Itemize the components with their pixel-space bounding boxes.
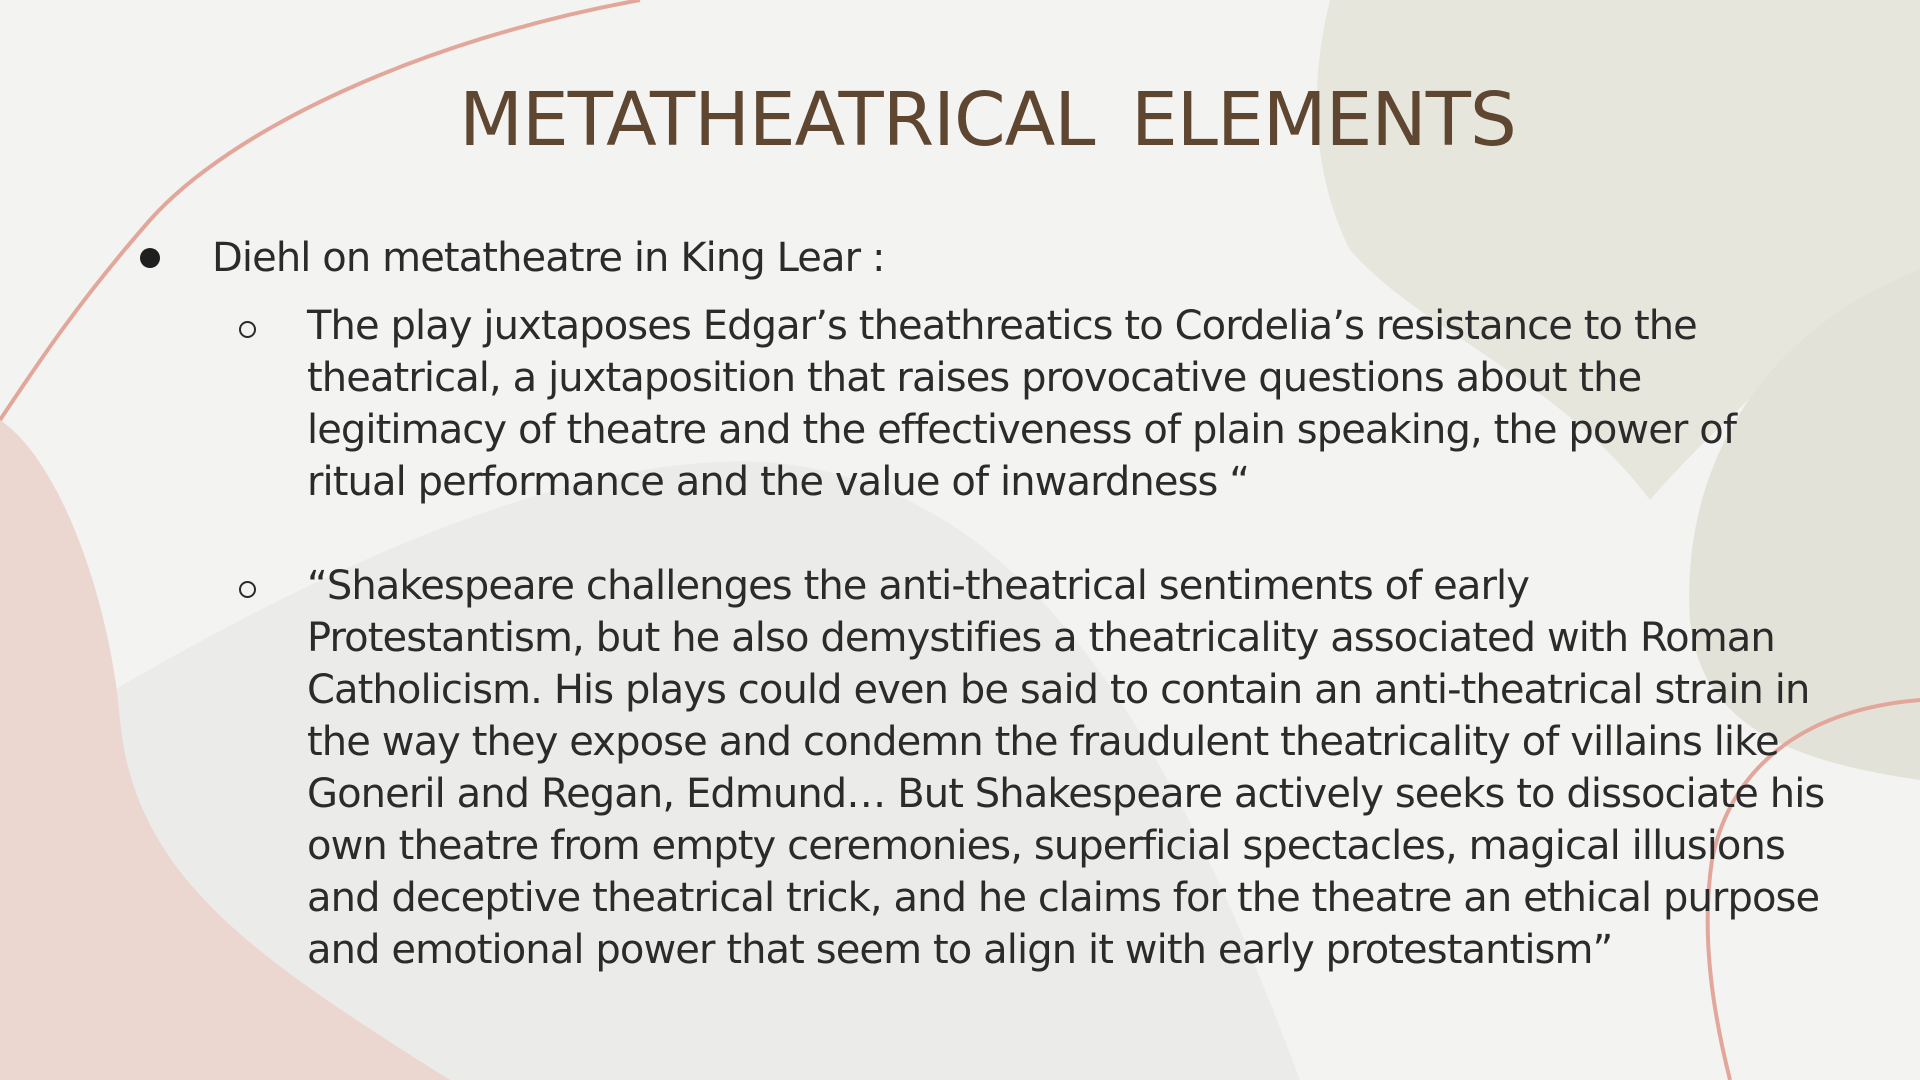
sub-item-line: “Shakespeare challenges the anti-theatrical sentiments of early [307, 563, 1530, 609]
sub-item-2 [307, 560, 1867, 976]
sub-item-line: The play juxtaposes Edgar’s theathreatics to Cordelia’s resistance to the [307, 303, 1697, 349]
sub-item-line: and emotional power that seem to align it with early protestantism” [307, 927, 1613, 973]
sub-item-line: Catholicism. His plays could even be said to contain an anti-theatrical strain in [307, 667, 1810, 713]
sub-item-line: own theatre from empty ceremonies, superficial spectacles, magical illusions [307, 823, 1785, 869]
sub-item-line: and deceptive theatrical trick, and he claims for the theatre an ethical purpose [307, 875, 1820, 921]
slide-title: METATHEATRICAL ELEMENTS [459, 77, 1516, 163]
sub-item-1 [307, 300, 1867, 508]
bullet-text: Diehl on metatheatre in King Lear : [212, 235, 885, 281]
sub-bullet-circle-icon [239, 581, 256, 598]
sub-item-line: Goneril and Regan, Edmund… But Shakespeare actively seeks to dissociate his [307, 771, 1825, 817]
sub-item-line: ritual performance and the value of inwardness “ [307, 459, 1250, 505]
sub-item-line: legitimacy of theatre and the effectiveness of plain speaking, the power of [307, 407, 1737, 453]
sub-item-line: Protestantism, but he also demystifies a theatricality associated with Roman [307, 615, 1775, 661]
sub-item-line: theatrical, a juxtaposition that raises provocative questions about the [307, 355, 1642, 401]
bullet-dot-icon [140, 248, 160, 268]
sub-item-line: the way they expose and condemn the fraudulent theatricality of villains like [307, 719, 1779, 765]
sub-bullet-circle-icon [239, 321, 256, 338]
